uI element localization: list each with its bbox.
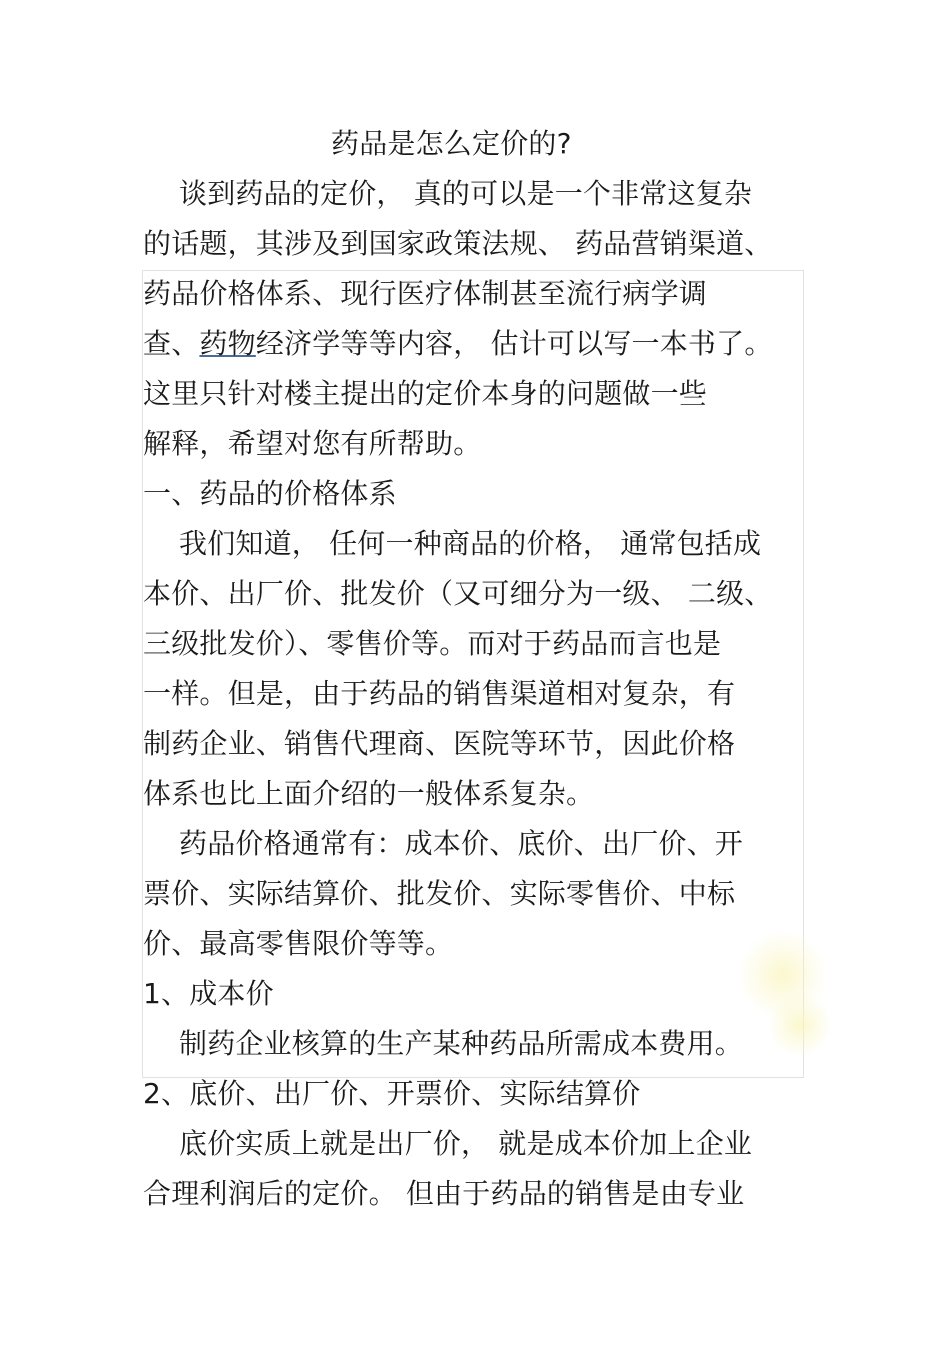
paragraph-line: 制药企业核算的生产某种药品所需成本费用。 [179, 1027, 744, 1060]
paragraph-line [143, 324, 773, 364]
paragraph-text: 查、 [143, 327, 200, 360]
document-title: 药品是怎么定价的? [331, 127, 572, 160]
section-heading: 一、药品的价格体系 [143, 477, 397, 510]
paragraph-line: 制药企业、销售代理商、医院等环节，因此价格 [143, 727, 736, 760]
paragraph-line: 药品价格体系、现行医疗体制甚至流行病学调 [143, 277, 708, 310]
paragraph-line: 这里只针对楼主提出的定价本身的问题做一些 [143, 377, 708, 410]
paragraph-line: 一样。但是，由于药品的销售渠道相对复杂，有 [143, 677, 736, 710]
drug-link[interactable]: 药物 [199, 327, 256, 360]
paper-stain [770, 990, 830, 1060]
paragraph-line: 本价、出厂价、批发价（又可细分为一级、 二级、 [143, 577, 773, 610]
paragraph-line: 合理利润后的定价。 但由于药品的销售是由专业 [143, 1177, 745, 1210]
paragraph-text: 经济学等等内容， 估计可以写一本书了。 [255, 327, 773, 360]
paragraph-line: 解释，希望对您有所帮助。 [143, 427, 482, 460]
paragraph-line: 的话题，其涉及到国家政策法规、 药品营销渠道、 [143, 227, 773, 260]
paragraph-line: 票价、实际结算价、批发价、实际零售价、中标 [143, 877, 736, 910]
paragraph-line: 底价实质上就是出厂价， 就是成本价加上企业 [179, 1127, 753, 1160]
paragraph-line: 体系也比上面介绍的一般体系复杂。 [143, 777, 595, 810]
paragraph-line: 谈到药品的定价， 真的可以是一个非常这复杂 [179, 177, 753, 210]
paragraph-line: 我们知道， 任何一种商品的价格， 通常包括成 [179, 527, 762, 560]
paragraph-line: 价、最高零售限价等等。 [143, 927, 454, 960]
subsection-heading: 2、底价、出厂价、开票价、实际结算价 [143, 1077, 641, 1110]
paragraph-line: 药品价格通常有：成本价、底价、出厂价、开 [179, 827, 744, 860]
paragraph-line: 三级批发价）、零售价等。而对于药品而言也是 [143, 627, 722, 660]
subsection-heading: 1、成本价 [143, 977, 274, 1010]
